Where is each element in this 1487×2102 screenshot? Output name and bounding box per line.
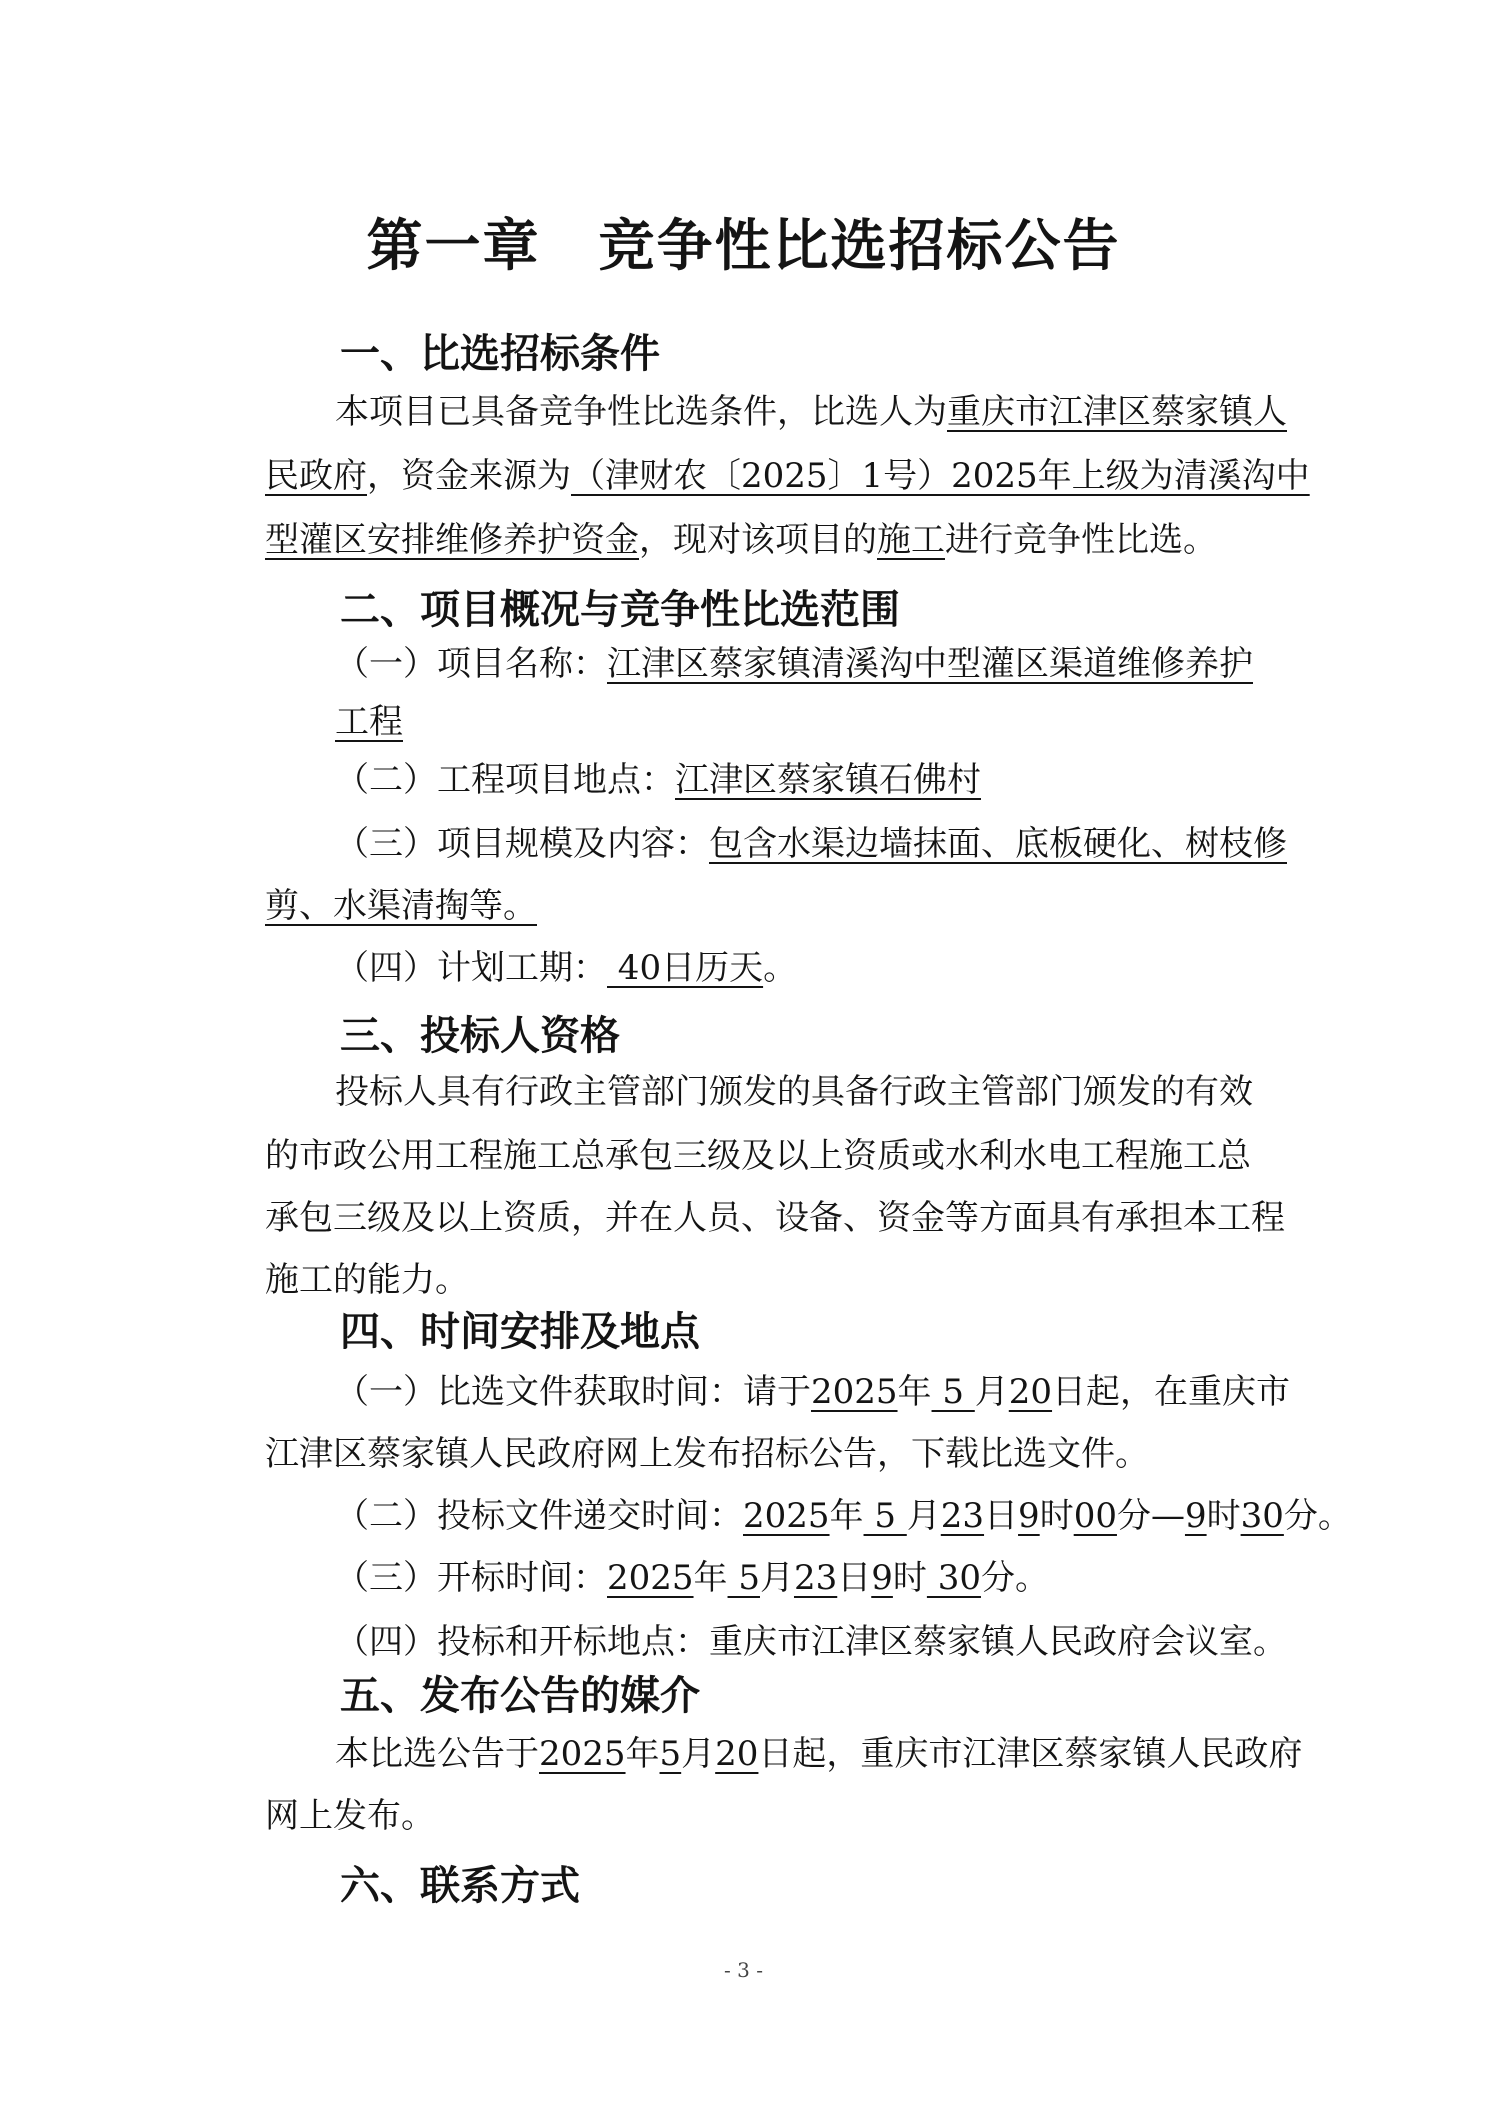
text-span: 分。 <box>1283 1496 1352 1536</box>
section-1-line-3 <box>265 518 1217 562</box>
project-scope-line <box>335 822 1287 866</box>
text-span: ，现对该项目的 <box>639 520 877 560</box>
section-1-line-2 <box>265 454 1310 498</box>
time-minute: 00 <box>1073 1496 1117 1536</box>
qualification-line-3: 承包三级及以上资质，并在人员、设备、资金等方面具有承担本工程 <box>265 1198 1285 1238</box>
qualification-line-1: 投标人具有行政主管部门颁发的具备行政主管部门颁发的有效 <box>335 1072 1253 1112</box>
text-span: 。 <box>763 948 798 988</box>
fund-source-underlined: （津财农〔2025〕1号）2025年上级为清溪沟中 <box>571 456 1310 496</box>
project-scope-value: 包含水渠边墙抹面、底板硬化、树枝修 <box>709 824 1287 864</box>
text-span: 月 <box>906 1496 941 1536</box>
text-span: （二）投标文件递交时间： <box>335 1496 743 1536</box>
section-6-heading: 六、联系方式 <box>340 1862 580 1909</box>
time-hour: 9 <box>1018 1496 1040 1536</box>
project-name-line-2 <box>335 700 403 744</box>
text-span: 年 <box>693 1558 728 1598</box>
project-name-line <box>335 642 1253 686</box>
qualification-line-4: 施工的能力。 <box>265 1260 469 1300</box>
text-span: ，资金来源为 <box>367 456 571 496</box>
venue-line: （四）投标和开标地点：重庆市江津区蔡家镇人民政府会议室。 <box>335 1622 1287 1662</box>
section-3-heading: 三、投标人资格 <box>340 1012 620 1059</box>
text-span: 分。 <box>980 1558 1049 1598</box>
text-span: 分— <box>1116 1496 1185 1536</box>
date-month: 5 <box>931 1372 975 1412</box>
text-span: 年 <box>829 1496 864 1536</box>
section-1-heading: 一、比选招标条件 <box>340 330 660 377</box>
text-span: 月 <box>759 1558 794 1598</box>
date-day: 20 <box>715 1734 759 1774</box>
page-number: - 3 - <box>724 1958 763 1982</box>
opening-time-line <box>335 1556 1049 1600</box>
submission-time-line <box>335 1494 1352 1538</box>
project-duration-value: 40日历天 <box>607 948 764 988</box>
text-span: （一）比选文件获取时间：请于 <box>335 1372 811 1412</box>
text-span: 时 <box>1206 1496 1241 1536</box>
project-name-label: （一）项目名称： <box>335 644 607 684</box>
document-acquisition-line-2: 江津区蔡家镇人民政府网上发布招标公告，下载比选文件。 <box>265 1434 1149 1474</box>
text-span: 日起，重庆市江津区蔡家镇人民政府 <box>758 1734 1303 1774</box>
date-year: 2025 <box>811 1372 898 1412</box>
text-span: （三）开标时间： <box>335 1558 607 1598</box>
bidder-name-underlined: 重庆市江津区蔡家镇人 <box>947 392 1287 432</box>
text-span: 月 <box>681 1734 716 1774</box>
project-name-value: 江津区蔡家镇清溪沟中型灌区渠道维修养护 <box>607 644 1253 684</box>
date-day: 23 <box>940 1496 985 1536</box>
project-duration-line <box>335 946 797 990</box>
fund-source-underlined: 型灌区安排维修养护资金 <box>265 520 639 560</box>
document-acquisition-line <box>335 1370 1290 1414</box>
time-hour: 9 <box>1184 1496 1207 1536</box>
text-span: 进行竞争性比选。 <box>945 520 1217 560</box>
chapter-title: 第一章 竞争性比选招标公告 <box>366 213 1121 279</box>
date-month: 5 <box>863 1496 907 1536</box>
publication-line-2: 网上发布。 <box>265 1796 435 1836</box>
text-span: 本项目已具备竞争性比选条件，比选人为 <box>335 392 947 432</box>
time-minute: 30 <box>1240 1496 1284 1536</box>
date-month: 5 <box>659 1734 682 1774</box>
text-span: 日 <box>984 1496 1019 1536</box>
project-scope-value: 剪、水渠清掏等。 <box>265 886 537 926</box>
text-span: 本比选公告于 <box>335 1734 539 1774</box>
time-hour: 9 <box>871 1558 893 1598</box>
section-2-heading: 二、项目概况与竞争性比选范围 <box>340 586 900 633</box>
project-scope-line-2 <box>265 884 537 928</box>
text-span: 日起，在重庆市 <box>1052 1372 1291 1412</box>
project-duration-label: （四）计划工期： <box>335 948 607 988</box>
text-span: 时 <box>1039 1496 1074 1536</box>
text-span: 时 <box>892 1558 927 1598</box>
section-5-heading: 五、发布公告的媒介 <box>340 1672 700 1719</box>
text-span: 月 <box>974 1372 1009 1412</box>
project-scope-label: （三）项目规模及内容： <box>335 824 709 864</box>
time-minute: 30 <box>926 1558 981 1598</box>
date-year: 2025 <box>743 1496 830 1536</box>
project-location-value: 江津区蔡家镇石佛村 <box>675 760 981 800</box>
text-span: 日 <box>837 1558 872 1598</box>
scope-underlined: 施工 <box>877 520 945 560</box>
text-span: 年 <box>625 1734 660 1774</box>
project-name-value: 工程 <box>335 702 403 742</box>
date-day: 20 <box>1008 1372 1053 1412</box>
project-location-line <box>335 758 981 802</box>
date-month: 5 <box>727 1558 760 1598</box>
date-year: 2025 <box>539 1734 626 1774</box>
project-location-label: （二）工程项目地点： <box>335 760 675 800</box>
bidder-name-underlined: 民政府 <box>265 456 367 496</box>
date-day: 23 <box>793 1558 838 1598</box>
qualification-line-2: 的市政公用工程施工总承包三级及以上资质或水利水电工程施工总 <box>265 1136 1251 1176</box>
text-span: 年 <box>897 1372 932 1412</box>
section-1-line-1 <box>335 390 1287 434</box>
publication-line-1 <box>335 1732 1302 1776</box>
date-year: 2025 <box>607 1558 694 1598</box>
section-4-heading: 四、时间安排及地点 <box>340 1308 700 1355</box>
